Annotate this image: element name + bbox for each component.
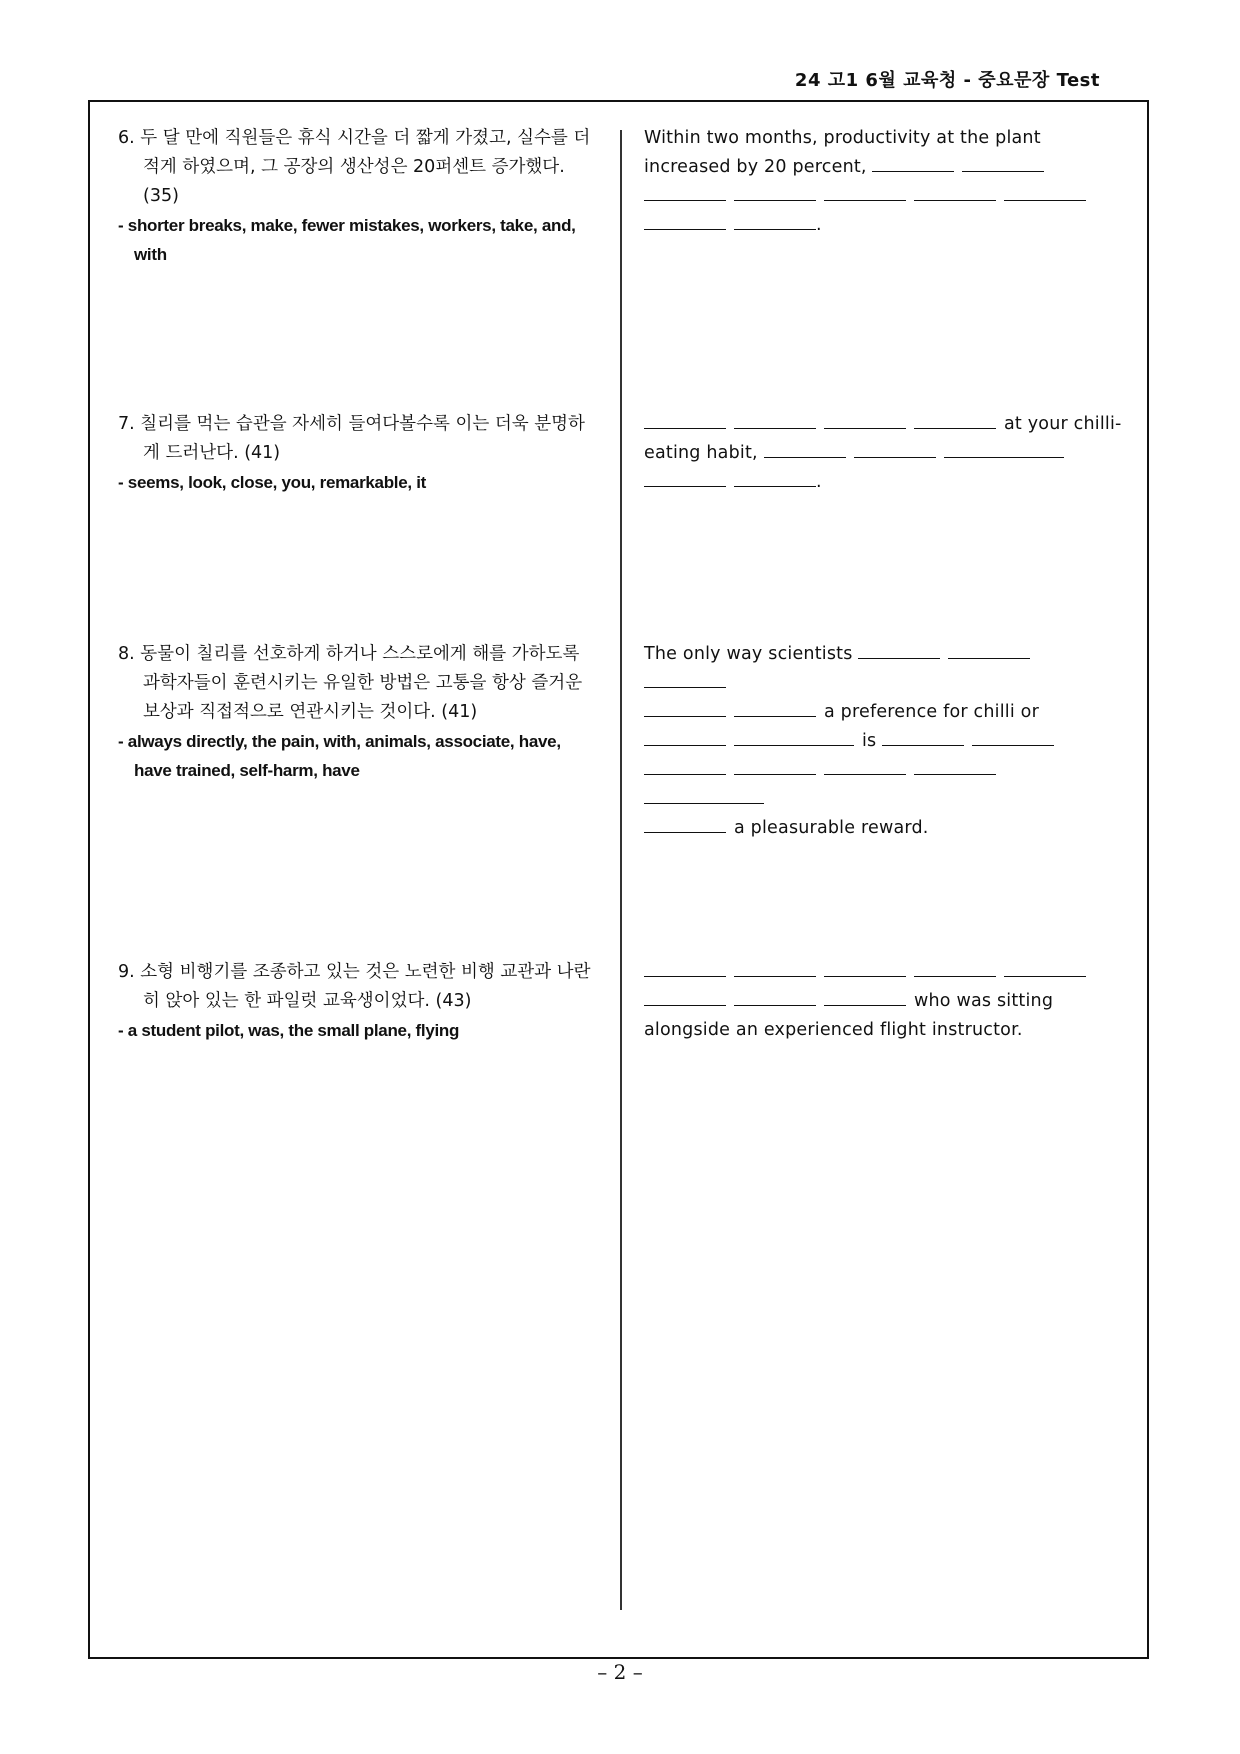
question-7-korean: 7. 칠리를 먹는 습관을 자세히 들여다볼수록 이는 더욱 분명하게 드러난다. (41) — [118, 414, 585, 463]
blank[interactable] — [734, 960, 816, 977]
blank[interactable] — [734, 700, 816, 717]
blank[interactable] — [734, 184, 816, 201]
answer-9 — [644, 958, 1124, 1045]
blank[interactable] — [882, 729, 964, 746]
column-divider — [620, 130, 622, 1610]
blank[interactable] — [914, 184, 996, 201]
answer-6 — [644, 124, 1124, 240]
blank[interactable] — [644, 184, 726, 201]
blank[interactable] — [872, 155, 954, 172]
question-7-hint: - seems, look, close, you, remarkable, it — [118, 473, 427, 492]
question-9-hint: - a student pilot, was, the small plane, flying — [118, 1021, 460, 1040]
answer-6-period: . — [816, 215, 822, 235]
question-9 — [118, 958, 598, 1045]
blank[interactable] — [644, 758, 726, 775]
answer-6-text: Within two months, productivity at the plant increased by 20 percent, — [644, 128, 1041, 177]
question-6 — [118, 124, 598, 269]
blank[interactable] — [854, 441, 936, 458]
answer-8-text-3: is — [862, 731, 877, 751]
blank[interactable] — [1004, 960, 1086, 977]
blank[interactable] — [1004, 184, 1086, 201]
blank[interactable] — [824, 184, 906, 201]
blank[interactable] — [944, 441, 1064, 458]
page-number: – 2 – — [597, 1660, 643, 1684]
answer-8 — [644, 640, 1124, 843]
content-frame — [88, 100, 1149, 1659]
blank[interactable] — [734, 412, 816, 429]
blank[interactable] — [972, 729, 1054, 746]
blank[interactable] — [824, 758, 906, 775]
blank[interactable] — [644, 787, 764, 804]
answer-8-text-4: a pleasurable reward. — [734, 818, 929, 838]
answer-7-text: at your chilli-eating habit, — [644, 414, 1122, 463]
blank[interactable] — [644, 729, 726, 746]
blank[interactable] — [914, 960, 996, 977]
question-8-hint: - always directly, the pain, with, animals, associate, have, have trained, self-harm, have — [118, 732, 561, 780]
question-8 — [118, 640, 598, 785]
answer-9-text: who was sitting alongside an experienced flight instructor. — [644, 991, 1054, 1040]
blank[interactable] — [764, 441, 846, 458]
page-header-title: 24 고1 6월 교육청 - 중요문장 Test — [794, 70, 1100, 91]
question-7 — [118, 410, 598, 497]
blank[interactable] — [644, 213, 726, 230]
question-9-korean: 9. 소형 비행기를 조종하고 있는 것은 노련한 비행 교관과 나란히 앉아 있는 한 파일럿 교육생이었다. (43) — [118, 962, 591, 1011]
blank[interactable] — [644, 412, 726, 429]
blank[interactable] — [644, 816, 726, 833]
question-6-hint: - shorter breaks, make, fewer mistakes, workers, take, and, with — [118, 216, 576, 264]
blank[interactable] — [734, 213, 816, 230]
blank[interactable] — [644, 989, 726, 1006]
blank[interactable] — [734, 470, 816, 487]
blank[interactable] — [644, 700, 726, 717]
blank[interactable] — [644, 671, 726, 688]
blank[interactable] — [644, 960, 726, 977]
blank[interactable] — [914, 412, 996, 429]
question-6-korean: 6. 두 달 만에 직원들은 휴식 시간을 더 짧게 가졌고, 실수를 더 적게 하였으며, 그 공장의 생산성은 20퍼센트 증가했다. (35) — [118, 128, 591, 206]
blank[interactable] — [914, 758, 996, 775]
answer-7-period: . — [816, 472, 822, 492]
answer-7 — [644, 410, 1124, 497]
question-8-korean: 8. 동물이 칠리를 선호하게 하거나 스스로에게 해를 가하도록 과학자들이 훈련시키는 유일한 방법은 고통을 항상 즐거운 보상과 직접적으로 연관시키는 것이다. (41) — [118, 644, 583, 722]
blank[interactable] — [948, 642, 1030, 659]
blank[interactable] — [824, 960, 906, 977]
blank[interactable] — [734, 989, 816, 1006]
blank[interactable] — [824, 989, 906, 1006]
answer-8-text-1: The only way scientists — [644, 644, 853, 664]
blank[interactable] — [734, 729, 854, 746]
blank[interactable] — [858, 642, 940, 659]
blank[interactable] — [962, 155, 1044, 172]
blank[interactable] — [734, 758, 816, 775]
answer-8-text-2: a preference for chilli or — [824, 702, 1039, 722]
blank[interactable] — [644, 470, 726, 487]
blank[interactable] — [824, 412, 906, 429]
